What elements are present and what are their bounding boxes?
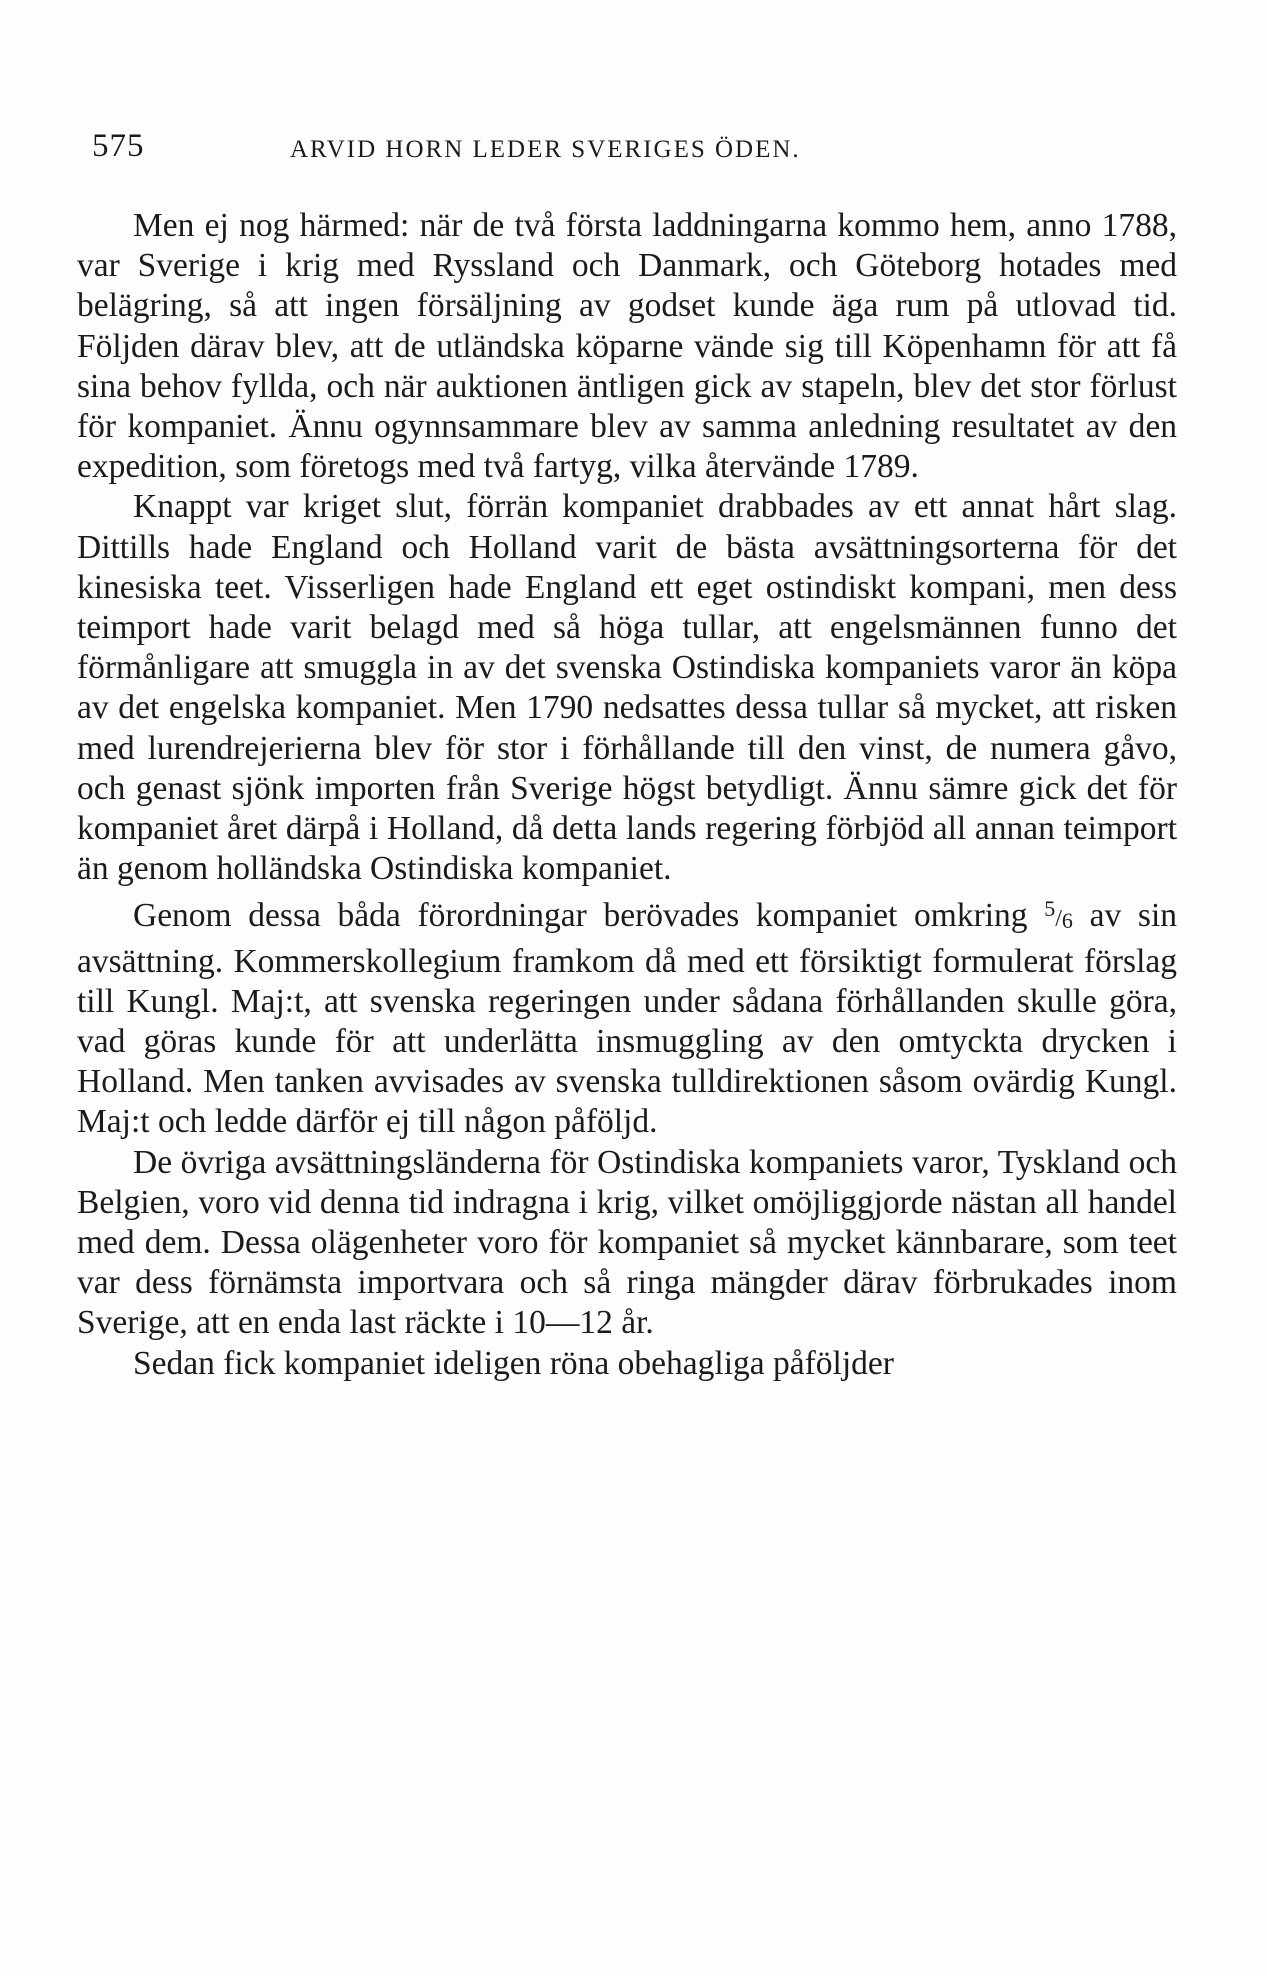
fraction-denominator: 6: [1061, 908, 1073, 934]
page-number: 575: [92, 128, 145, 164]
running-title: ARVID HORN LEDER SVERIGES ÖDEN.: [290, 136, 801, 163]
running-head: [92, 128, 1182, 168]
paragraph-3-text-start: Genom dessa båda förordningar berövades kompaniet omkring: [133, 897, 1045, 935]
paragraph-4: De övriga avsättningsländerna för Ostindiska kompaniets varor, Tyskland och Belgien, voro vid denna tid indragna i krig, vilket omöjliggjorde nästan all handel med dem. Dessa olägenheter voro för kompaniet så mycket kännbarare, som teet var dess förnämsta importvara och så ringa mängder därav förbrukades inom Sverige, att en enda last räckte i 10—12 år.: [77, 1143, 1177, 1342]
fraction-numerator: 5: [1044, 896, 1056, 922]
body-text: [77, 206, 1177, 1384]
paragraph-2: Knappt var kriget slut, förrän kompaniet drabbades av ett annat hårt slag. Dittills hade England och Holland varit de bästa avsättningsorterna för det kinesiska teet. Visserligen hade England ett eget ostindiskt kompani, men dess teimport hade varit belagd med så höga tullar, att engelsmännen funno det förmånligare att smuggla in av det svenska Ostindiska kompaniets varor än köpa av det engelska kompaniet. Men 1790 nedsattes dessa tullar så mycket, att risken med lurendrejerierna blev för stor i förhållande till den vinst, de numera gåvo, och genast sjönk importen från Sverige högst betydligt. Ännu sämre gick det för kompaniet året därpå i Holland, då detta lands regering förbjöd all annan teimport än genom holländska Ostindiska kompaniet.: [77, 488, 1177, 888]
paragraph-5: Sedan fick kompaniet ideligen röna obehagliga påföljder: [133, 1344, 894, 1382]
paragraph-3-text-end: av sin avsättning. Kommerskollegium framkom då med ett försiktigt formulerat förslag till Kungl. Maj:t, att svenska regeringen under sådana förhållanden skulle göra, vad göras kunde för att underlätta insmuggling av den omtyckta drycken i Holland. Men tanken avvisades av svenska tulldirektionen såsom ovärdig Kungl. Maj:t och ledde därför ej till någon påföljd.: [77, 897, 1178, 1141]
paragraph-1: Men ej nog härmed: när de två första laddningarna kommo hem, anno 1788, var Sverige i krig med Ryssland och Danmark, och Göteborg hotades med belägring, så att ingen försäljning av godset kunde äga rum på utlovad tid. Följden därav blev, att de utländska köparne vände sig till Köpenhamn för att få sina behov fyllda, och när auktionen äntligen gick av stapeln, blev det stor förlust för kompaniet. Ännu ogynnsammare blev av samma anledning resultatet av den expedition, som företogs med två fartyg, vilka återvände 1789.: [77, 207, 1177, 486]
fraction: $^5/_6$: [1044, 896, 1073, 934]
paragraph-3: [77, 889, 1177, 1142]
